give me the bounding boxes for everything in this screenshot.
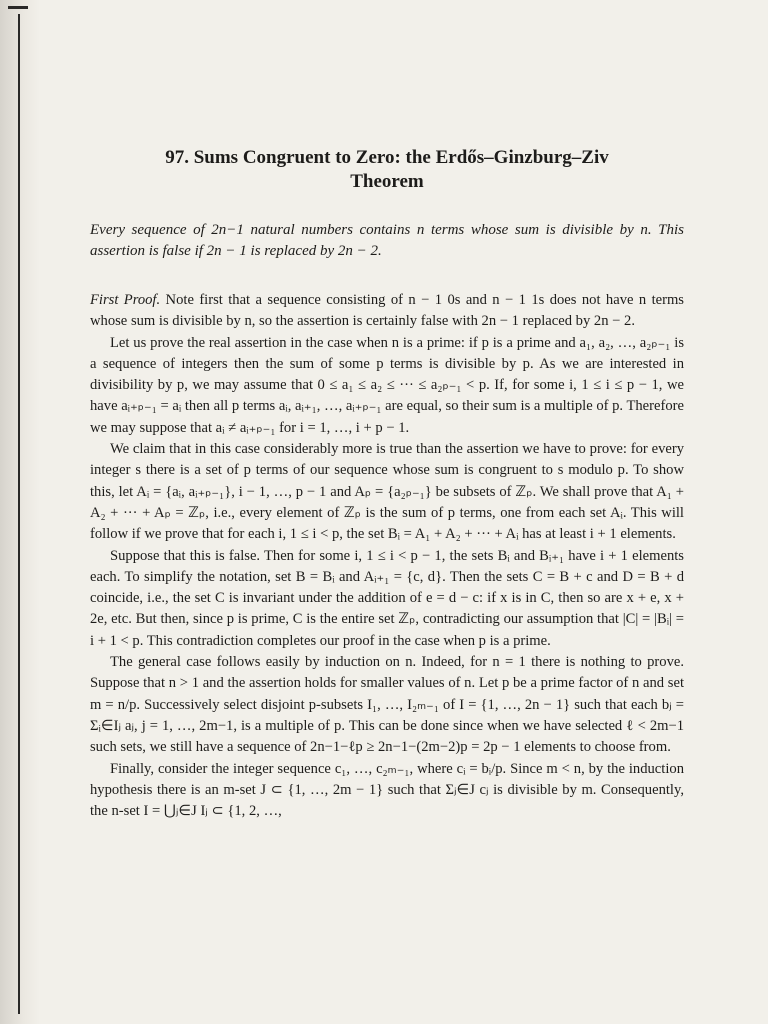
- book-spine-shadow: [0, 0, 40, 1024]
- proof-paragraph-1: [90, 290, 684, 333]
- proof-paragraph-1-text: Note first that a sequence consisting of n − 1 0s and n − 1 1s does not have n terms whose sum is divisible by n, so the assertion is certainly false with 2n − 1 replaced by 2n − 2.: [90, 292, 684, 330]
- proof-paragraph-3: We claim that in this case considerably more is true than the assertion we have to prove: for every integer s there is a set of p terms of our sequence whose sum is congruent to s modulo p. To show this, let Aᵢ = {aᵢ, aᵢ₊ₚ₋₁}, i − 1, …, p − 1 and Aₚ = {a₂ₚ₋₁} be subsets of ℤₚ. We shall prove that A₁ + A₂ + ··· + Aₚ = ℤₚ, i.e., every element of ℤₚ is the sum of p terms, one from each set Aᵢ. This will follow if we prove that for each i, 1 ≤ i < p, the set Bᵢ = A₁ + A₂ + ··· + Aᵢ has at least i + 1 elements.: [90, 441, 684, 543]
- book-page: [90, 146, 684, 822]
- proof-paragraph-5: The general case follows easily by induction on n. Indeed, for n = 1 there is nothing to prove. Suppose that n > 1 and the assertion holds for smaller values of n. Let p be a prime factor of n and set m = n/p. Successively select disjoint p-subsets I₁, …, I₂ₘ₋₁ of I = {1, …, 2n − 1} such that each bⱼ = Σᵢ∈Iⱼ aⱼ, j = 1, …, 2m−1, is a multiple of p. This can be done since when we have selected ℓ < 2m−1 such sets, we still have a sequence of 2n−1−ℓp ≥ 2n−1−(2m−2)p = 2p − 1 elements to choose from.: [90, 654, 684, 756]
- proof-paragraph-2: Let us prove the real assertion in the case when n is a prime: if p is a prime and a₁, a₂, …, a₂ₚ₋₁ is a sequence of integers then the sum of some p terms is divisible by p. As we are interested in divisibility by p, we may assume that 0 ≤ a₁ ≤ a₂ ≤ ··· ≤ a₂ₚ₋₁ < p. If, for some i, 1 ≤ i ≤ p − 1, we have aᵢ₊ₚ₋₁ = aᵢ then all p terms aᵢ, aᵢ₊₁, …, aᵢ₊ₚ₋₁ are equal, so their sum is a multiple of p. Therefore we may suppose that aᵢ ≠ aᵢ₊ₚ₋₁ for i = 1, …, i + p − 1.: [90, 334, 684, 436]
- section-title: [90, 146, 684, 194]
- proof-paragraph-6: Finally, consider the integer sequence c₁, …, c₂ₘ₋₁, where cᵢ = bᵢ/p. Since m < n, by the induction hypothesis there is an m-set J ⊂ {1, …, 2m − 1} such that Σⱼ∈J cⱼ is divisible by m. Consequently, the n-set I = ⋃ⱼ∈J Iⱼ ⊂ {1, 2, …,: [90, 760, 684, 820]
- section-title-line1: 97. Sums Congruent to Zero: the Erdős–Ginzburg–Ziv: [165, 147, 609, 168]
- section-title-line2: Theorem: [350, 171, 424, 192]
- binding-edge-line: [18, 14, 20, 1014]
- proof-paragraph-4: Suppose that this is false. Then for some i, 1 ≤ i < p − 1, the sets Bᵢ and Bᵢ₊₁ have i + 1 elements each. To simplify the notation, set B = Bᵢ and Aᵢ₊₁ = {c, d}. Then the sets C = B + c and D = B + d coincide, i.e., the set C is invariant under the addition of e = d − c: if x is in C, then so are x + e, x + 2e, etc. But then, since p is prime, C is the entire set ℤₚ, contradicting our assumption that |C| = |Bᵢ| = i + 1 < p. This contradiction completes our proof in the case when p is a prime.: [90, 547, 684, 649]
- theorem-statement: Every sequence of 2n−1 natural numbers contains n terms whose sum is divisible by n. This assertion is false if 2n − 1 is replaced by 2n − 2.: [90, 222, 684, 259]
- proof-lead: First Proof.: [90, 292, 161, 308]
